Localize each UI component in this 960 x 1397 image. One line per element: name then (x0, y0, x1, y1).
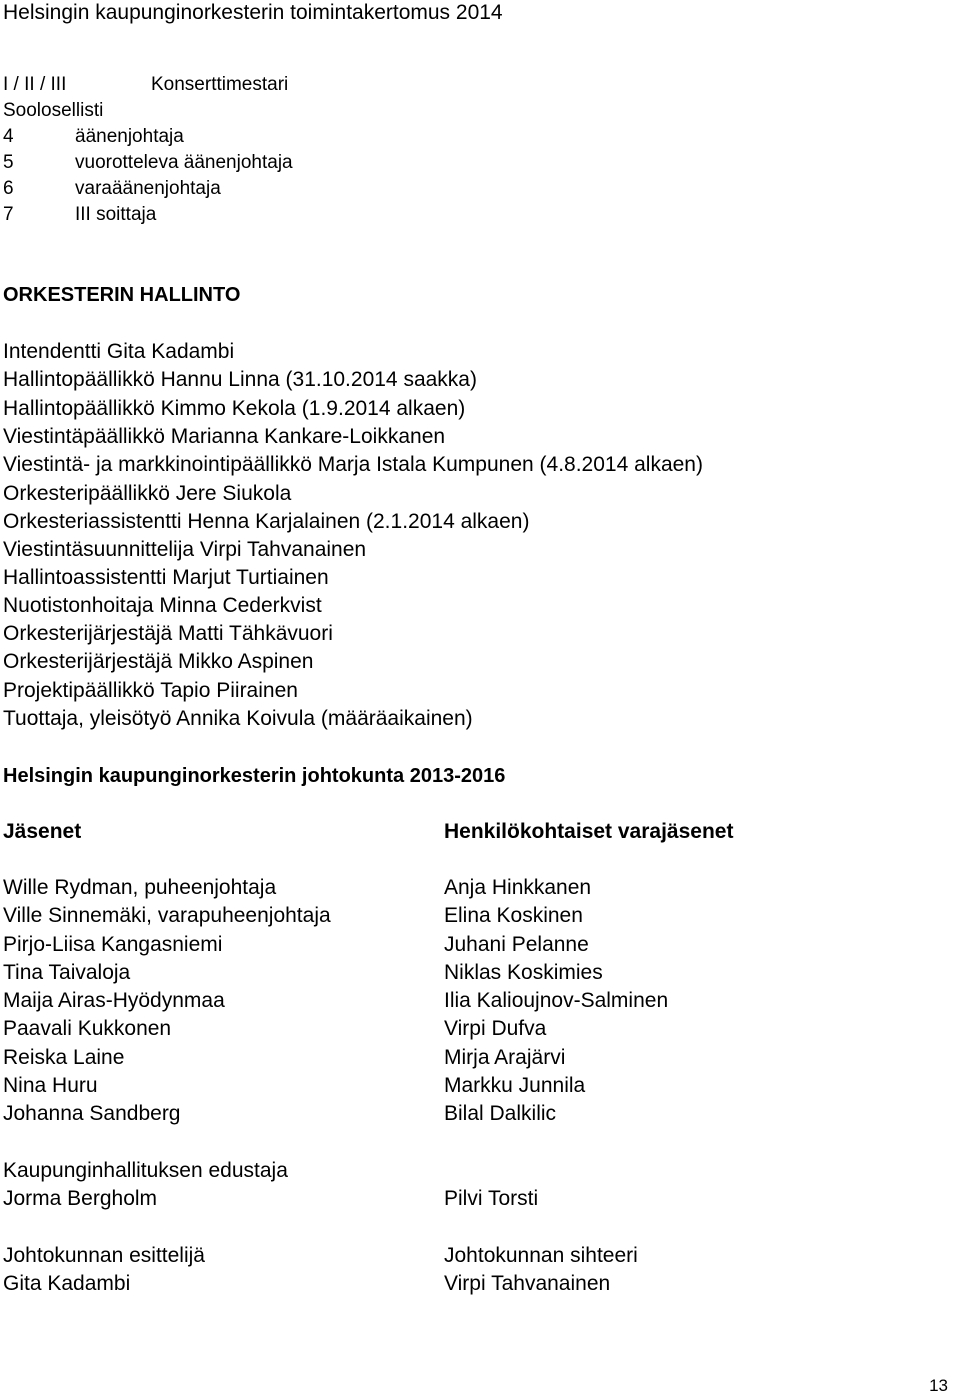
city-rep-label: Kaupunginhallituksen edustaja (3, 1159, 288, 1182)
board-deputy: Bilal Dalkilic (444, 1102, 557, 1126)
board-deputy: Niklas Koskimies (444, 960, 603, 984)
board-member: Ville Sinnemäki, varapuheenjohtaja (3, 904, 331, 928)
staff-item: Orkesterijärjestäjä Matti Tähkävuori (3, 622, 333, 645)
secretary-label: Johtokunnan sihteeri (444, 1244, 638, 1267)
board-deputy: Virpi Dufva (444, 1017, 547, 1041)
board-member: Pirjo-Liisa Kangasniemi (3, 932, 223, 956)
city-rep-deputy-name: Pilvi Torsti (444, 1187, 539, 1210)
staff-item: Tuottaja, yleisötyö Annika Koivula (määräaikainen) (3, 707, 473, 730)
legend-row (3, 150, 293, 176)
board-deputy: Anja Hinkkanen (444, 876, 592, 899)
legend-row (3, 202, 156, 228)
board-deputy: Elina Koskinen (444, 904, 583, 928)
legend-code: I / II / III (3, 74, 67, 95)
board-member: Maija Airas-Hyödynmaa (3, 989, 225, 1013)
board-deputy: Mirja Arajärvi (444, 1045, 566, 1069)
board-member: Nina Huru (3, 1074, 98, 1098)
legend-label: Konserttimestari (151, 74, 289, 95)
board-member: Wille Rydman, puheenjohtaja (3, 876, 277, 899)
staff-item: Orkesterijärjestäjä Mikko Aspinen (3, 650, 314, 673)
legend-row (3, 98, 103, 124)
board-member: Reiska Laine (3, 1045, 125, 1069)
board-deputy: Ilia Kalioujnov-Salminen (444, 989, 669, 1013)
legend-row (3, 176, 221, 202)
legend-label: III soittaja (75, 204, 157, 225)
legend-label: Soolosellisti (3, 100, 104, 121)
staff-item: Hallintopäällikkö Kimmo Kekola (1.9.2014 alkaen) (3, 397, 466, 420)
board-deputies-list (444, 874, 668, 1129)
legend-code: 6 (3, 178, 14, 199)
board-member: Johanna Sandberg (3, 1102, 181, 1126)
document-title: Helsingin kaupunginorkesterin toimintakertomus 2014 (3, 1, 503, 24)
legend-row (3, 124, 184, 150)
staff-item: Nuotistonhoitaja Minna Cederkvist (3, 594, 322, 617)
legend-code: 4 (3, 126, 14, 147)
legend-label: varaäänenjohtaja (75, 178, 221, 199)
staff-item: Projektipäällikkö Tapio Piirainen (3, 679, 298, 702)
legend-code: 7 (3, 204, 14, 225)
presenter-name: Gita Kadambi (3, 1272, 131, 1295)
staff-item: Viestintäsuunnittelija Virpi Tahvanainen (3, 538, 367, 561)
staff-item: Viestintäpäällikkö Marianna Kankare-Loikkanen (3, 425, 446, 448)
staff-item: Hallintopäällikkö Hannu Linna (31.10.2014 saakka) (3, 368, 477, 391)
city-rep-name: Jorma Bergholm (3, 1187, 158, 1210)
staff-item: Viestintä- ja markkinointipäällikkö Marja Istala Kumpunen (4.8.2014 alkaen) (3, 453, 703, 476)
board-heading: Helsingin kaupunginorkesterin johtokunta 2013-2016 (3, 765, 506, 787)
board-member: Paavali Kukkonen (3, 1017, 172, 1041)
staff-item: Hallintoassistentti Marjut Turtiainen (3, 566, 329, 589)
presenter-label: Johtokunnan esittelijä (3, 1244, 205, 1267)
legend-row (3, 72, 288, 98)
board-deputy: Markku Junnila (444, 1074, 586, 1098)
administration-heading: ORKESTERIN HALLINTO (3, 284, 241, 306)
staff-item: Orkesteripäällikkö Jere Siukola (3, 482, 292, 505)
legend-label: vuorotteleva äänenjohtaja (75, 152, 293, 173)
board-deputy: Juhani Pelanne (444, 932, 589, 956)
deputies-heading: Henkilökohtaiset varajäsenet (444, 820, 734, 843)
board-members-list (3, 874, 331, 1129)
staff-item: Intendentti Gita Kadambi (3, 340, 235, 363)
board-member: Tina Taivaloja (3, 960, 131, 984)
page-number: 13 (929, 1376, 948, 1395)
staff-item: Orkesteriassistentti Henna Karjalainen (2.1.2014 alkaen) (3, 510, 530, 533)
secretary-name: Virpi Tahvanainen (444, 1272, 611, 1295)
legend-label: äänenjohtaja (75, 126, 184, 147)
legend-code: 5 (3, 152, 14, 173)
members-heading: Jäsenet (3, 820, 82, 843)
